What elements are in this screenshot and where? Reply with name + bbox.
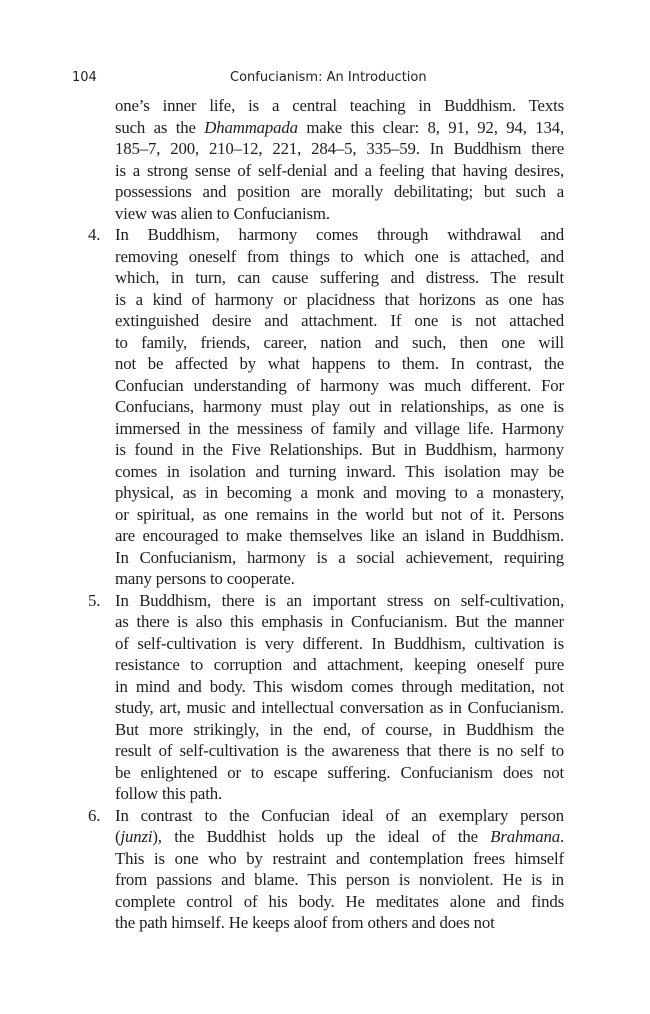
text-line (115, 805, 564, 827)
text-line (115, 676, 564, 698)
text-run: view was alien to Confucianism. (115, 203, 330, 223)
text-run: immersed in the messiness of family and village life. Harmony (115, 418, 564, 438)
text-line (115, 697, 564, 719)
page-number: 104 (72, 70, 97, 85)
text-line (115, 461, 564, 483)
text-run: is a kind of harmony or placidness that horizons as one has (115, 289, 564, 309)
text-run: In Buddhism, harmony comes through withdrawal and (115, 225, 564, 244)
text-line (115, 224, 564, 246)
text-line (115, 633, 564, 655)
italic-text: Brahmana (490, 827, 560, 846)
text-line (115, 117, 564, 139)
text-run: Confucians, harmony must play out in relationships, as one is (115, 397, 564, 416)
text-run: ), the Buddhist holds up the ideal of the (152, 827, 491, 846)
text-line (115, 568, 564, 590)
text-line (115, 353, 564, 375)
text-line (115, 418, 564, 440)
list-item-number: 4. (88, 225, 101, 244)
text-run: follow this path. (115, 784, 222, 803)
list-item-number: 5. (88, 590, 101, 610)
italic-text: junzi (120, 827, 153, 846)
text-line (115, 869, 564, 891)
text-run: extinguished desire and attachment. If one is not attached (115, 311, 564, 330)
text-line (115, 719, 564, 741)
text-run: one’s inner life, is a central teaching in Buddhism. Texts (115, 96, 564, 115)
text-line (115, 203, 564, 225)
text-line (115, 891, 564, 913)
text-line (115, 332, 564, 354)
text-run: is a strong sense of self-denial and a feeling that having desires, (115, 160, 564, 180)
text-run: In Confucianism, harmony is a social achievement, requiring (115, 547, 564, 567)
text-line (115, 504, 564, 526)
text-run: resistance to corruption and attachment, keeping oneself pure (115, 655, 564, 674)
text-run: of self-cultivation is very different. In Buddhism, cultivation is (115, 633, 564, 653)
text-line (115, 762, 564, 784)
text-run: possessions and position are morally debilitating; but such a (115, 182, 564, 201)
text-run: removing oneself from things to which one is attached, and (115, 246, 564, 266)
text-run: not be affected by what happens to them. In contrast, the (115, 354, 564, 373)
text-run: ( (115, 827, 121, 846)
text-run: as there is also this emphasis in Confucianism. But the manner (115, 612, 564, 631)
text-line (115, 396, 564, 418)
text-run: physical, as in becoming a monk and moving to a monastery, (115, 483, 564, 502)
text-line (115, 439, 564, 461)
text-run: are encouraged to make themselves like an island in Buddhism. (115, 526, 564, 545)
text-line (115, 525, 564, 547)
running-title: Confucianism: An Introduction (230, 70, 427, 85)
text-line (115, 267, 564, 289)
text-run: This is one who by restraint and contemplation frees himself (115, 848, 564, 868)
text-line (115, 375, 564, 397)
text-run: make this clear: 8, 91, 92, 94, 134, (297, 117, 564, 137)
text-run: result of self-cultivation is the awareness that there is no self to (115, 741, 564, 760)
text-line (115, 826, 564, 848)
page-header (72, 70, 572, 88)
text-line (115, 912, 564, 934)
text-line (115, 740, 564, 762)
text-run: the path himself. He keeps aloof from others and does not (115, 913, 495, 932)
text-line (115, 181, 564, 203)
text-run: complete control of his body. He meditates alone and finds (115, 891, 564, 911)
text-run: In contrast to the Confucian ideal of an exemplary person (115, 805, 564, 825)
text-run: In Buddhism, there is an important stress on self-cultivation, (115, 590, 564, 610)
text-run: But more strikingly, in the end, of course, in Buddhism the (115, 719, 564, 739)
text-run: is found in the Five Relationships. But in Buddhism, harmony (115, 440, 564, 459)
text-line (115, 289, 564, 311)
text-line (115, 590, 564, 612)
list-item-number: 6. (88, 805, 101, 825)
italic-text: Dhammapada (204, 117, 298, 137)
text-run: such as the (115, 117, 205, 137)
text-line (115, 654, 564, 676)
text-line (115, 95, 564, 117)
text-run: study, art, music and intellectual conversation as in Confucianism. (115, 698, 564, 717)
text-run: comes in isolation and turning inward. This isolation may be (115, 461, 564, 481)
text-line (115, 246, 564, 268)
text-line (115, 138, 564, 160)
text-line (115, 160, 564, 182)
text-run: or spiritual, as one remains in the world but not of it. Persons (115, 504, 564, 524)
text-line (115, 783, 564, 805)
text-line (115, 848, 564, 870)
text-run: 185–7, 200, 210–12, 221, 284–5, 335–59. In Buddhism there (115, 139, 564, 158)
text-line (115, 547, 564, 569)
text-line (115, 310, 564, 332)
text-run: from passions and blame. This person is nonviolent. He is in (115, 870, 564, 889)
text-line (115, 611, 564, 633)
text-run: to family, friends, career, nation and such, then one will (115, 332, 564, 352)
text-run: many persons to cooperate. (115, 569, 295, 588)
text-run: be enlightened or to escape suffering. Confucianism does not (115, 762, 564, 782)
text-run: in mind and body. This wisdom comes through meditation, not (115, 676, 564, 696)
text-run: . (559, 827, 564, 846)
text-run: Confucian understanding of harmony was much different. For (115, 375, 564, 395)
text-line (115, 482, 564, 504)
text-run: which, in turn, can cause suffering and distress. The result (115, 268, 564, 287)
